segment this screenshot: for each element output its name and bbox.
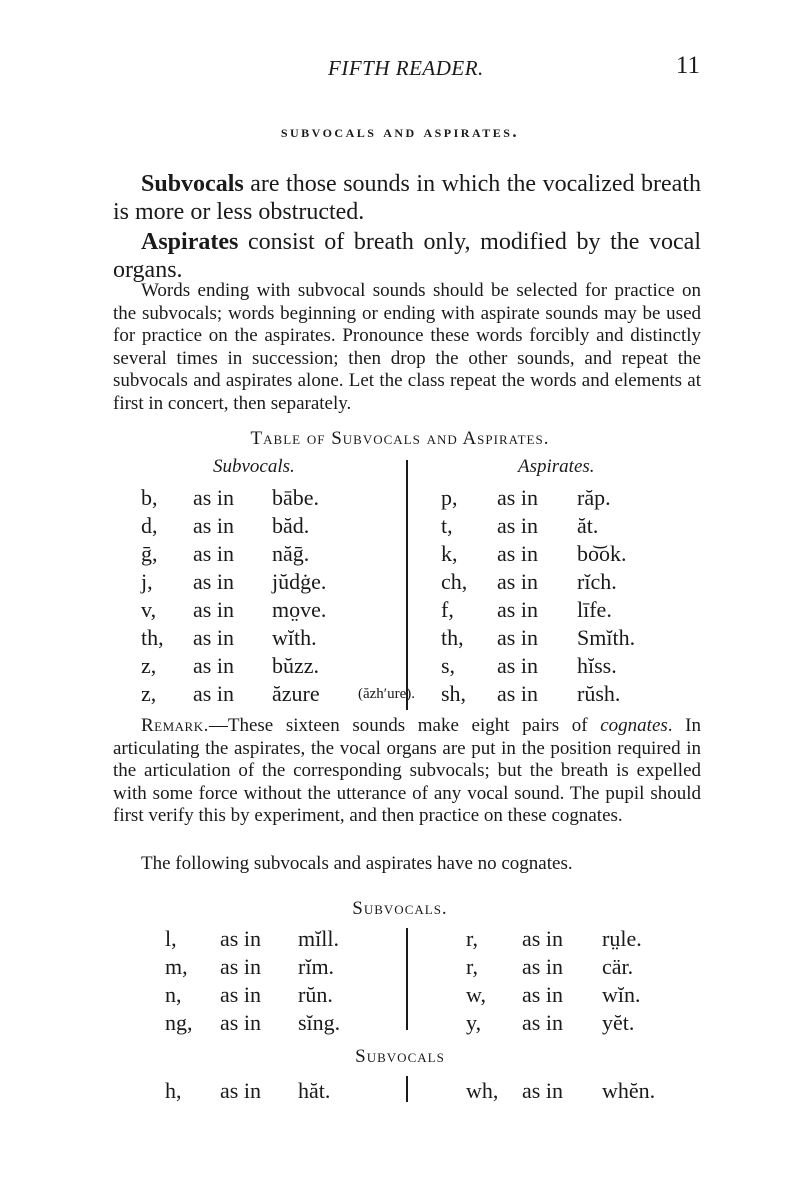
example-word: rŭn. (298, 982, 333, 1007)
sound-label: b, (141, 485, 158, 510)
sound-label: t, (441, 513, 453, 538)
as-in-label: as in (220, 982, 261, 1007)
example-word: rĭm. (298, 954, 335, 979)
remark-emphasis: cognates (600, 715, 668, 736)
as-in-label: as in (522, 926, 563, 951)
as-in-label: as in (193, 597, 234, 622)
sound-label: p, (441, 485, 458, 510)
example-word: rĭch. (577, 569, 617, 594)
as-in-label: as in (522, 1010, 563, 1035)
sound-label: h, (165, 1078, 182, 1103)
subvocals-table-title: Subvocals. (352, 898, 448, 919)
subvocal-second-row (0, 1078, 800, 1106)
as-in-label: as in (193, 513, 234, 538)
running-head: FIFTH READER. (328, 56, 484, 80)
example-word: hĭss. (577, 653, 617, 678)
example-word: Smĭth. (577, 625, 636, 650)
sound-label: r, (466, 954, 478, 979)
example-word: jŭdġe. (272, 569, 327, 594)
subvocals-definition-text: are those sounds in which the vocalized breath is more or less obstructed. (113, 171, 701, 225)
as-in-label: as in (193, 653, 234, 678)
as-in-label: as in (193, 485, 234, 510)
as-in-label: as in (193, 625, 234, 650)
example-word: răp. (577, 485, 611, 510)
as-in-label: as in (497, 485, 538, 510)
cognate-row (0, 485, 800, 513)
example-word: ăzure (272, 681, 320, 706)
as-in-label: as in (193, 541, 234, 566)
as-in-label: as in (522, 954, 563, 979)
as-in-label: as in (497, 541, 538, 566)
pronunciation-note: (ăzh′ure). (358, 686, 415, 702)
example-word: năḡ. (272, 541, 310, 566)
example-word: wĭn. (602, 982, 641, 1007)
example-word: ăt. (577, 513, 599, 538)
example-word: mĭll. (298, 926, 339, 951)
subvocals-definition (113, 170, 701, 226)
aspirates-column-heading: Aspirates. (518, 456, 595, 477)
as-in-label: as in (220, 954, 261, 979)
example-word: bo͝ok. (577, 541, 627, 566)
sound-label: wh, (466, 1078, 499, 1103)
example-word: hăt. (298, 1078, 331, 1103)
sound-label: th, (141, 625, 164, 650)
sound-label: d, (141, 513, 158, 538)
as-in-label: as in (522, 1078, 563, 1103)
sound-label: s, (441, 653, 456, 678)
sound-label: z, (141, 681, 157, 706)
aspirates-definition (113, 228, 701, 284)
sound-label: j, (141, 569, 153, 594)
as-in-label: as in (220, 926, 261, 951)
example-word: mo̤ve. (272, 597, 327, 622)
as-in-label: as in (522, 982, 563, 1007)
sound-label: y, (466, 1010, 482, 1035)
as-in-label: as in (497, 653, 538, 678)
as-in-label: as in (497, 597, 538, 622)
example-word: rṳle. (602, 926, 642, 951)
example-word: sĭng. (298, 1010, 341, 1035)
sound-label: ch, (441, 569, 468, 594)
sound-label: m, (165, 954, 188, 979)
sound-label: ḡ, (141, 541, 158, 566)
as-in-label: as in (497, 569, 538, 594)
example-word: băd. (272, 513, 310, 538)
subvocal-row (0, 926, 800, 954)
as-in-label: as in (220, 1010, 261, 1035)
as-in-label: as in (497, 681, 538, 706)
example-word: wĭth. (272, 625, 317, 650)
sound-label: k, (441, 541, 458, 566)
sound-label: l, (165, 926, 177, 951)
subvocal-row (0, 1010, 800, 1038)
page-number: 11 (675, 52, 700, 79)
remark-label: Remark. (141, 715, 209, 736)
subvocal-row (0, 954, 800, 982)
table-title: Table of Subvocals and Aspirates. (250, 428, 550, 449)
cognate-row (0, 597, 800, 625)
sound-label: sh, (441, 681, 467, 706)
example-word: yĕt. (602, 1010, 635, 1035)
example-word: līfe. (577, 597, 612, 622)
as-in-label: as in (497, 625, 538, 650)
sound-label: f, (441, 597, 454, 622)
example-word: cär. (602, 954, 634, 979)
remark-text-before: —These sixteen sounds make eight pairs of (208, 715, 601, 736)
instructions-paragraph: Words ending with subvocal sounds should be selected for practice on the subvocals; words beginning or ending with aspirate sounds may be used for practice on the aspirates. Pronounce these words forcibly and distinctly several times in succession; then drop the other sounds, and repeat the subvocals and aspirates alone. Let the class repeat the words and elements at first in concert, then separately. (113, 280, 701, 414)
subvocals-term: Subvocals (141, 171, 244, 197)
cognate-row (0, 541, 800, 569)
sound-label: ng, (165, 1010, 193, 1035)
following-paragraph: The following subvocals and aspirates have no cognates. (141, 853, 573, 874)
example-word: whĕn. (602, 1078, 656, 1103)
aspirates-definition-text: consist of breath only, modified by the vocal organs. (113, 229, 701, 283)
sound-label: w, (466, 982, 486, 1007)
subvocals-column-heading: Subvocals. (213, 456, 295, 477)
sound-label: r, (466, 926, 478, 951)
sound-label: v, (141, 597, 157, 622)
subvocals-second-title: Subvocals (355, 1046, 445, 1067)
example-word: bŭzz. (272, 653, 320, 678)
section-title: subvocals and aspirates. (280, 122, 520, 141)
as-in-label: as in (193, 681, 234, 706)
remark-paragraph (113, 715, 701, 828)
sound-label: th, (441, 625, 464, 650)
cognate-row (0, 625, 800, 653)
aspirates-term: Aspirates (141, 229, 239, 255)
sound-label: z, (141, 653, 157, 678)
as-in-label: as in (497, 513, 538, 538)
as-in-label: as in (220, 1078, 261, 1103)
as-in-label: as in (193, 569, 234, 594)
cognate-row (0, 653, 800, 681)
example-word: rŭsh. (577, 681, 621, 706)
remark-text-after: . In articulating the aspirates, the vocal organs are put in the position required in the articulation of the corresponding subvocals; but the breath is expelled with some force without the utterance of any vocal sound. The pupil should first verify this by experiment, and then practice on these cognates. (113, 715, 701, 826)
subvocal-row (0, 982, 800, 1010)
cognate-row (0, 513, 800, 541)
example-word: bābe. (272, 485, 320, 510)
cognate-row (0, 681, 800, 709)
cognate-row (0, 569, 800, 597)
sound-label: n, (165, 982, 182, 1007)
